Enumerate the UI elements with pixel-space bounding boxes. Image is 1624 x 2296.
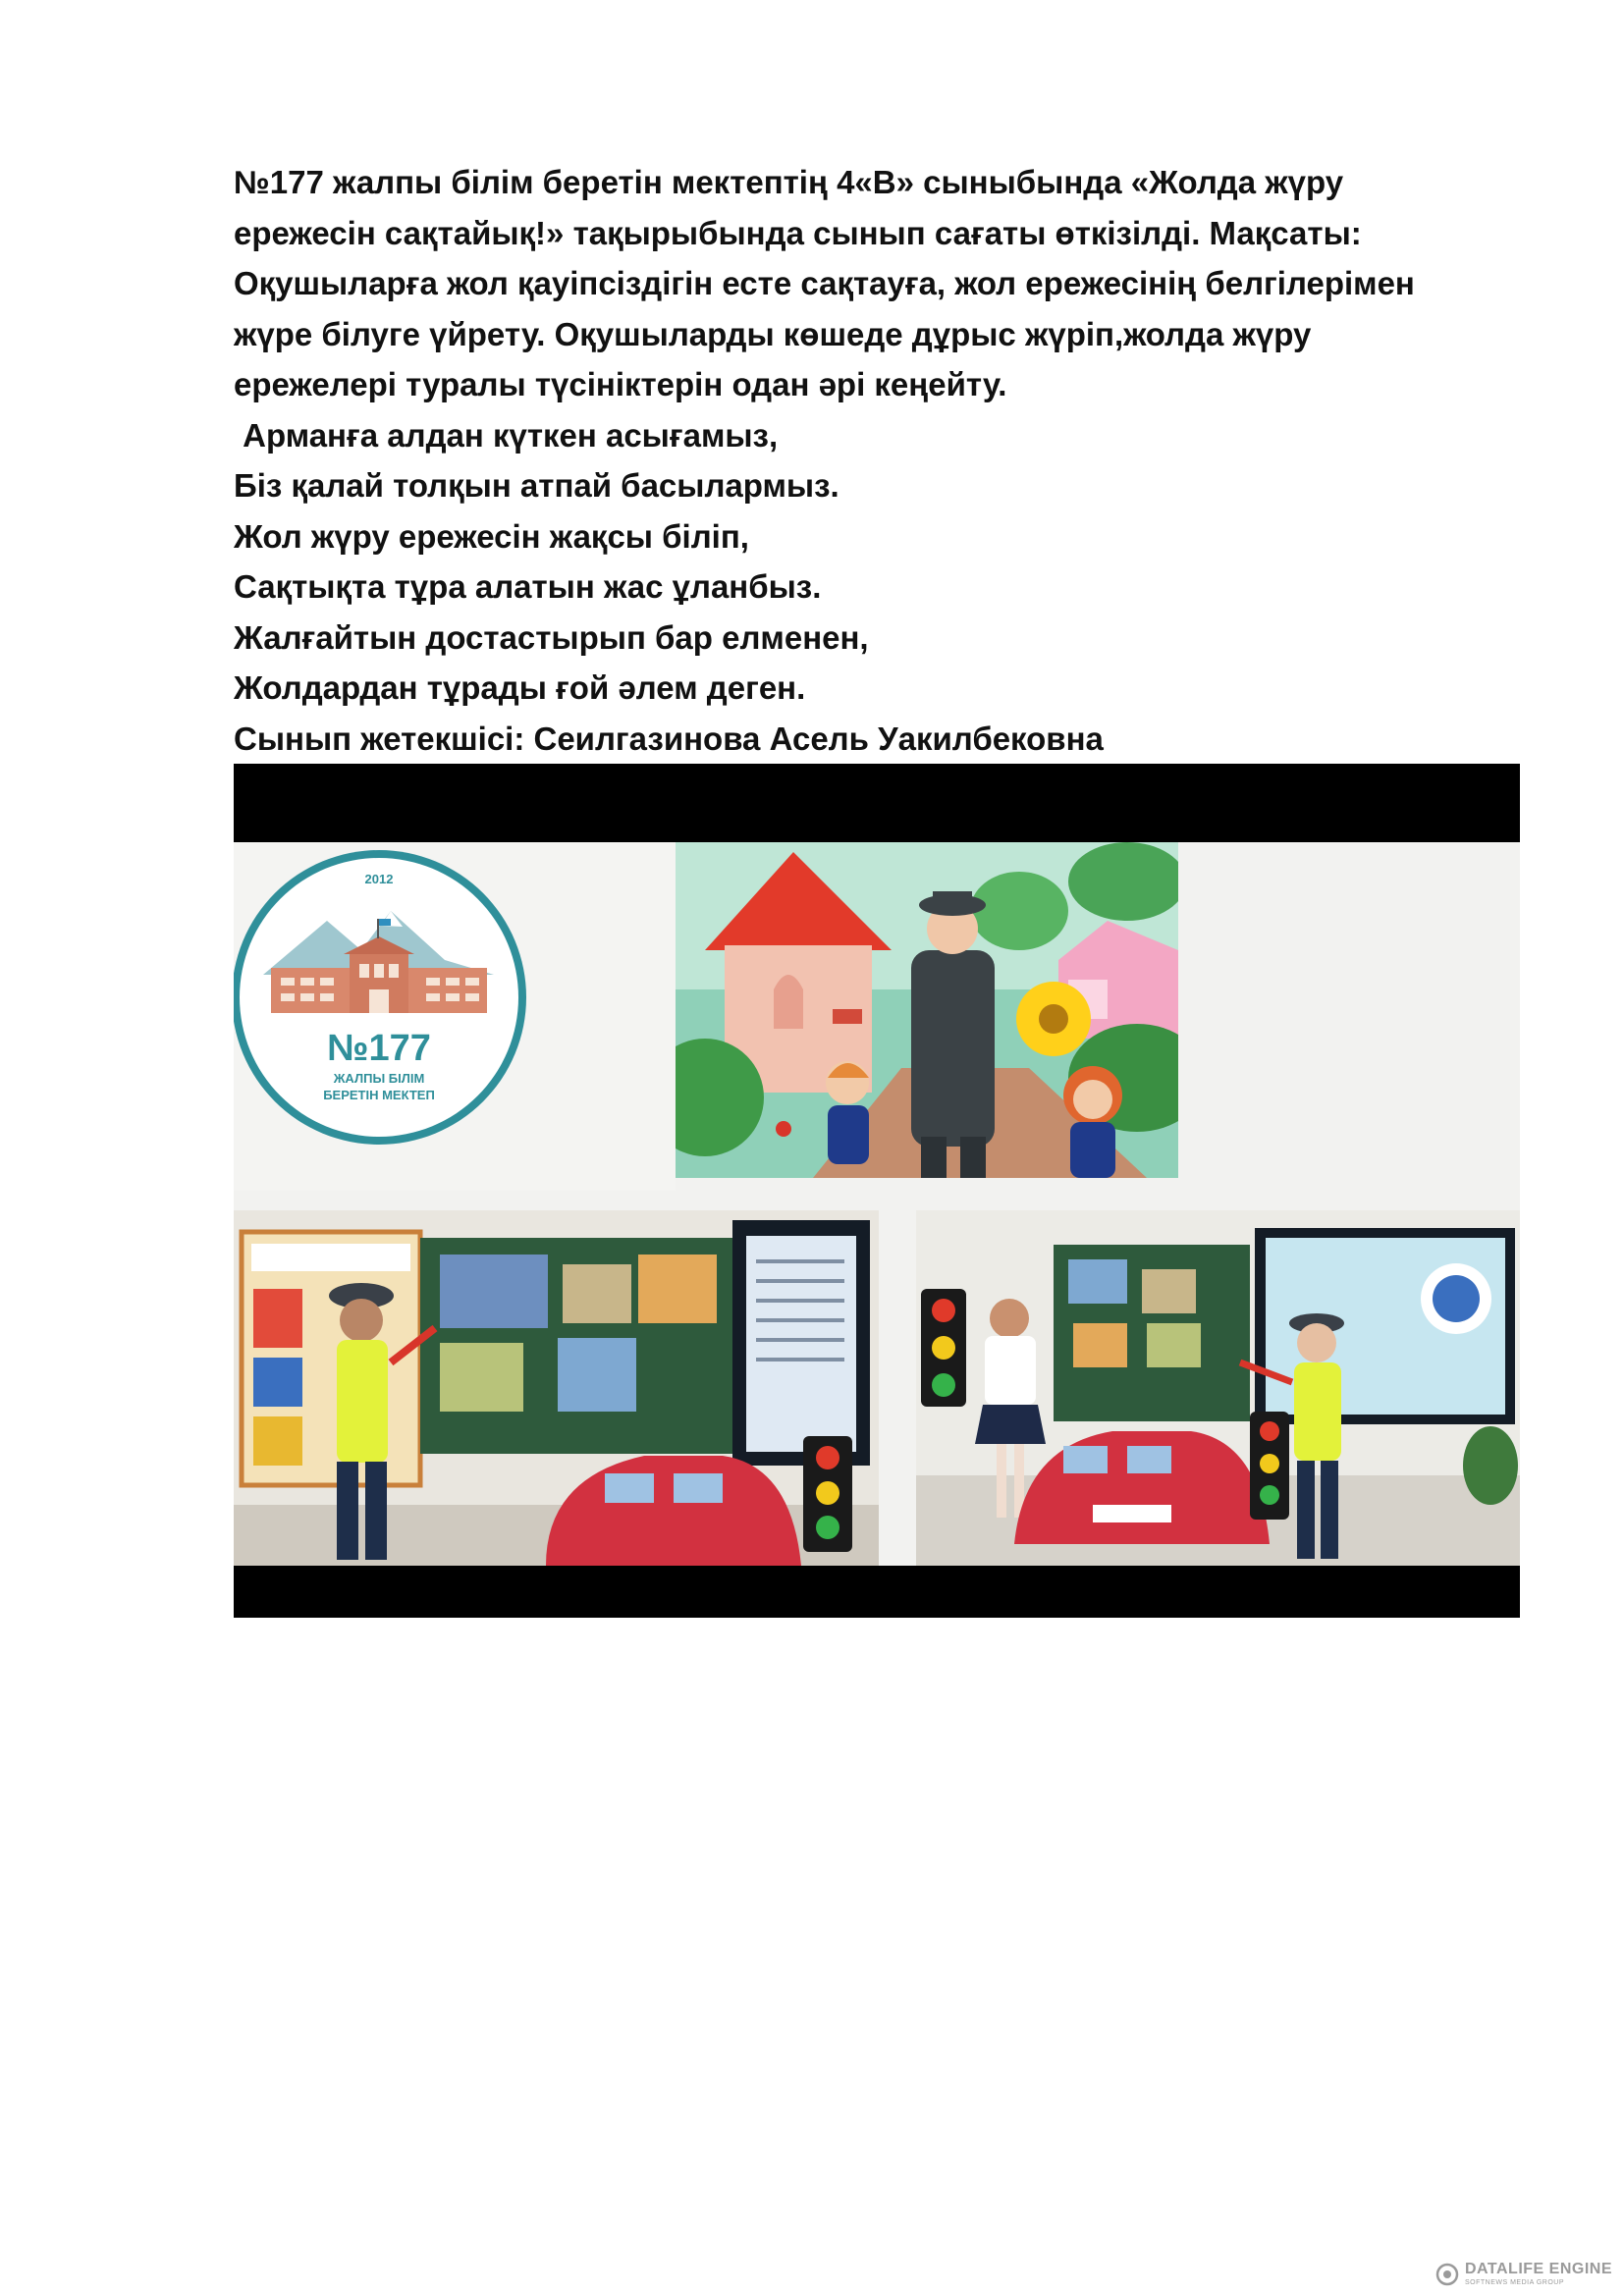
classroom-photo-1: [234, 1210, 879, 1566]
logo-number: №177: [327, 1028, 431, 1069]
school-logo-panel: [234, 842, 676, 1191]
text-line: Оқушыларға жол қауіпсіздігін есте сақтауға, жол ережесінің белгілерімен: [234, 265, 1415, 301]
photo-collage: [234, 764, 1520, 1618]
watermark-subtitle: SOFTNEWS MEDIA GROUP: [1464, 2279, 1564, 2286]
cartoon-image: [676, 842, 1178, 1178]
text-line: №177 жалпы білім беретін мектептің 4«В» сыныбында «Жолда жүру: [234, 164, 1344, 200]
logo-text-line2: БЕРЕТІН МЕКТЕП: [323, 1088, 435, 1102]
teacher-signature-line: Сынып жетекшісі: Сеилгазинова Асель Уакилбековна: [234, 720, 1104, 757]
school-logo: [234, 842, 676, 1191]
classroom-photo-2: [916, 1210, 1520, 1566]
article-text: [234, 157, 1530, 764]
logo-text-line1: ЖАЛПЫ БІЛІМ: [333, 1071, 425, 1086]
poem-line: Сақтықта тұра алатын жас ұланбыз.: [234, 568, 822, 605]
text-line: ережелері туралы түсініктерін одан әрі кеңейту.: [234, 366, 1007, 402]
text-line: жүре білуге үйрету. Оқушыларды көшеде дұрыс жүріп,жолда жүру: [234, 315, 1312, 352]
poem-line: Жалғайтын достастырып бар елменен,: [234, 618, 869, 656]
photo-collage-content: [234, 842, 1520, 1566]
poem-line: Біз қалай толқын атпай басылармыз.: [234, 467, 839, 504]
poem-line: Арманға алдан күткен асығамыз,: [234, 416, 779, 454]
logo-year: 2012: [364, 872, 394, 886]
watermark-brand: DATALIFE ENGINE: [1464, 2261, 1612, 2277]
poem-line: Жол жүру ережесін жақсы біліп,: [234, 517, 749, 555]
datalife-engine-watermark: [1435, 2262, 1612, 2286]
eye-icon: [1435, 2263, 1459, 2286]
poem-line: Жолдардан тұрады ғой әлем деген.: [234, 669, 806, 706]
text-line: ережесін сақтайық!» тақырыбында сынып сағаты өткізілді. Мақсаты:: [234, 214, 1362, 251]
